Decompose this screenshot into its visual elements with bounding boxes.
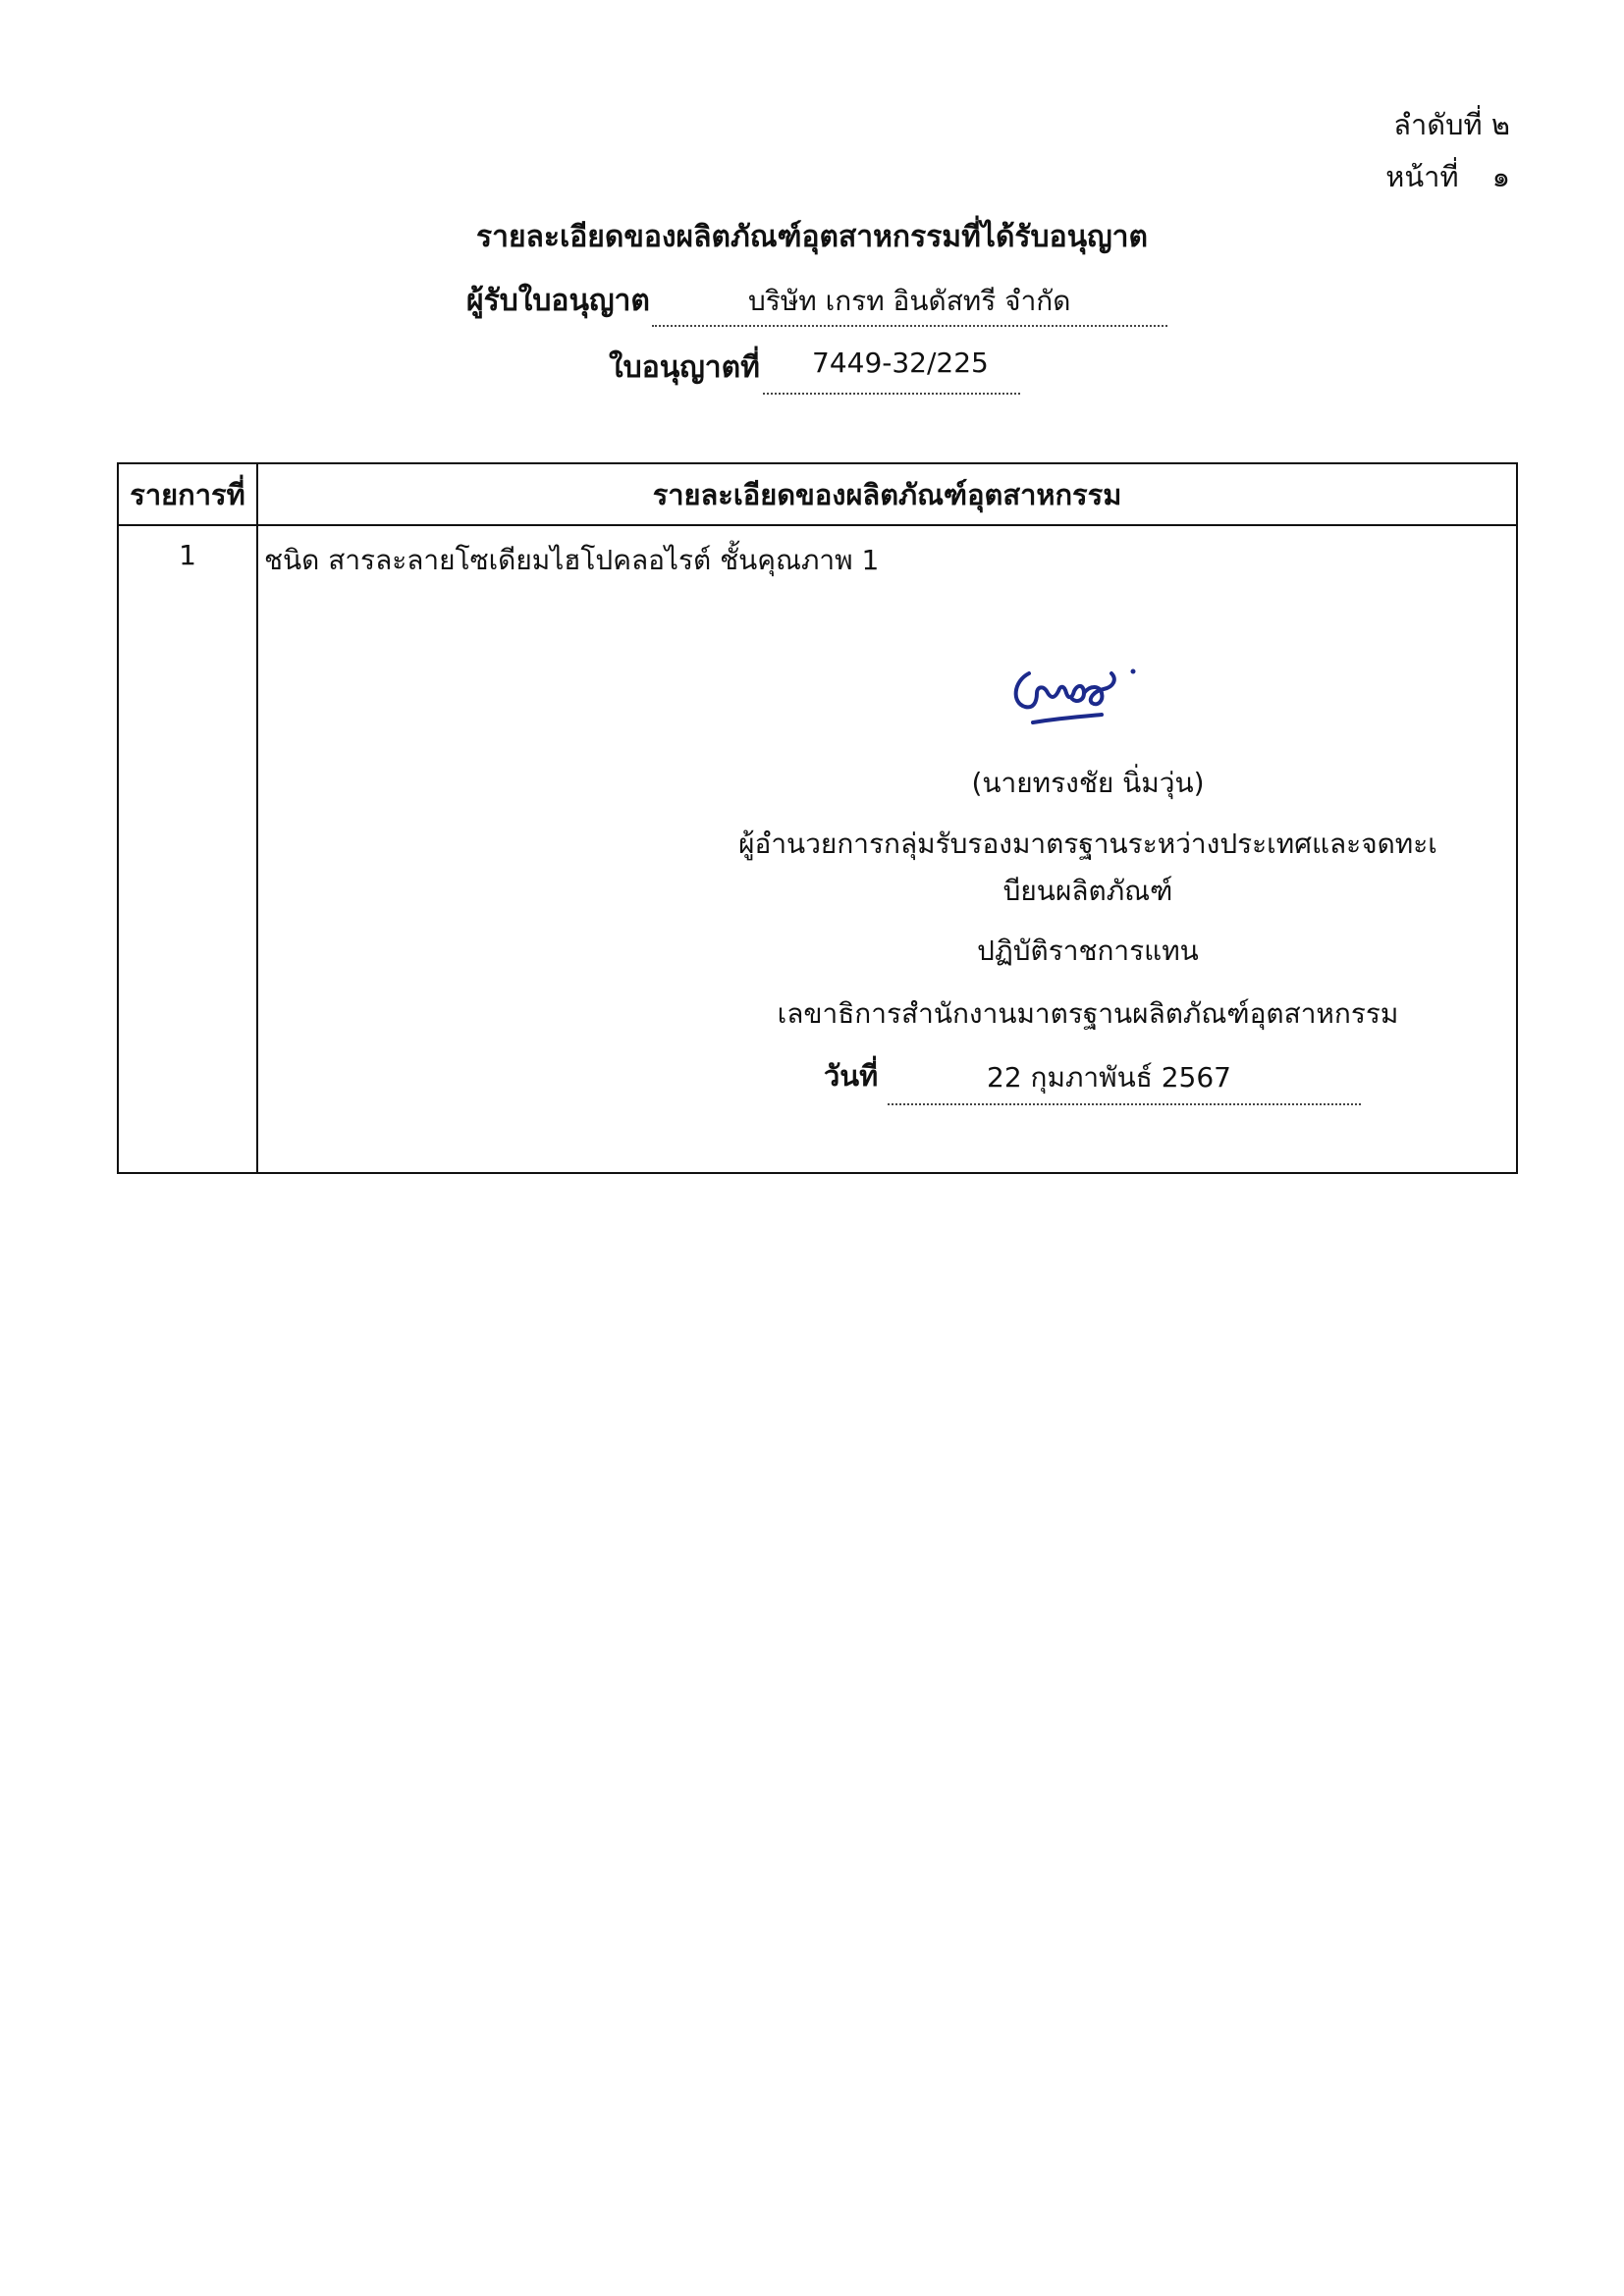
office-title: เลขาธิการสำนักงานมาตรฐานผลิตภัณฑ์อุตสาหกรรม bbox=[777, 997, 1399, 1030]
acting-on-behalf: ปฏิบัติราชการแทน bbox=[977, 934, 1199, 967]
license-label: ใบอนุญาตที่ bbox=[609, 350, 760, 385]
licensee-value: บริษัท เกรท อินดัสทรี จำกัด bbox=[748, 285, 1071, 317]
row-item-number-cell bbox=[118, 525, 257, 1173]
column-header-item-no: รายการที่ bbox=[118, 463, 257, 525]
licensee-label: ผู้รับใบอนุญาต bbox=[466, 284, 650, 318]
signatory-name: (นายทรงชัย นิ่มวุ่น) bbox=[971, 767, 1205, 799]
signatory-position-line1: ผู้อำนวยการกลุ่มรับรองมาตรฐานระหว่างประเทศและจดทะเ bbox=[738, 828, 1437, 860]
date-dotted-line bbox=[888, 1103, 1361, 1105]
row-description-cell bbox=[257, 525, 1517, 1173]
date-label: วันที่ bbox=[824, 1059, 879, 1093]
row-description: ชนิด สารละลายโซเดียมไฮโปคลอไรต์ ชั้นคุณภาพ 1 bbox=[264, 544, 880, 576]
table-row bbox=[118, 525, 1517, 1173]
product-table bbox=[117, 462, 1518, 1174]
date-value: 22 กุมภาพันธ์ 2567 bbox=[987, 1061, 1231, 1094]
table-header-row bbox=[118, 463, 1517, 525]
signatory-position-line2: บียนผลิตภัณฑ์ bbox=[1002, 875, 1173, 907]
page-label: หน้าที่ bbox=[1385, 160, 1459, 193]
row-item-number: 1 bbox=[179, 539, 196, 571]
page-number-line bbox=[1385, 154, 1510, 199]
column-header-description: รายละเอียดของผลิตภัณฑ์อุตสาหกรรม bbox=[257, 463, 1517, 525]
licensee-dotted-line bbox=[652, 325, 1167, 327]
signature-image bbox=[1007, 664, 1155, 742]
license-dotted-line bbox=[763, 393, 1020, 395]
sequence-number: ลำดับที่ ๒ bbox=[1393, 108, 1510, 141]
document-title: รายละเอียดของผลิตภัณฑ์อุตสาหกรรมที่ได้รับอนุญาต bbox=[475, 220, 1148, 254]
license-value: 7449-32/225 bbox=[812, 347, 989, 379]
page-number: ๑ bbox=[1491, 160, 1510, 193]
